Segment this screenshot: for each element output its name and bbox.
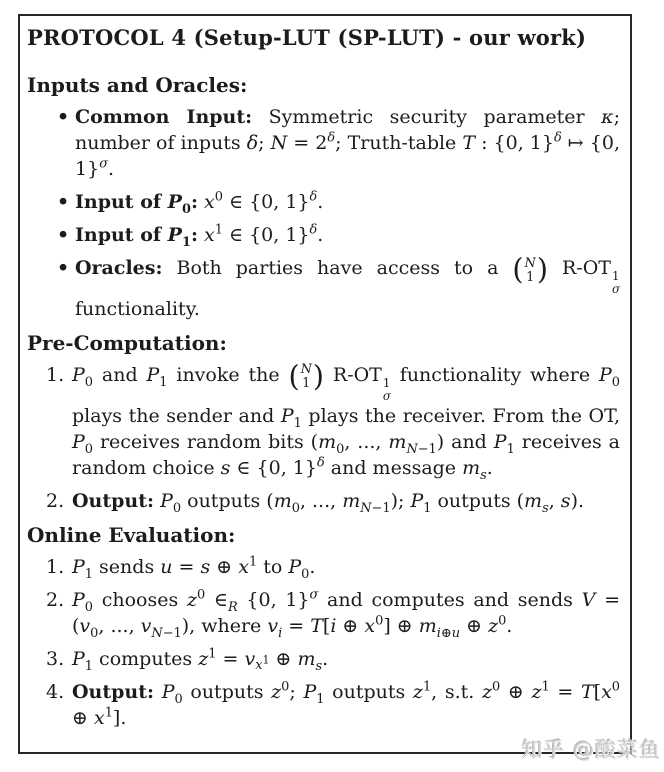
list-item: Output: $P_0$ outputs $z^0$; $P_1$ outputs $z^1$, s.t. $z^0$ ⊕ $z^1 = T[x^0$ ⊕ $x^1$].	[72, 679, 621, 729]
section-heading-online-evaluation: Online Evaluation:	[27, 522, 236, 547]
protocol-title: PROTOCOL 4 (Setup-LUT (SP-LUT) - our work)	[27, 25, 587, 50]
section-heading-inputs-and-oracles: Inputs and Oracles:	[27, 73, 248, 97]
protocol-box	[18, 14, 632, 754]
r-ot-sup-sub: 1 σ	[382, 375, 391, 403]
list-item: $P_1$ computes $z^1 = v_{x^1}$ ⊕ $m_s$.	[72, 646, 329, 674]
list-item: $P_0$ chooses $z^0$ $\in_R$ {0, 1}$^\sigma$ and computes and sends $V = (v_0$, ..., $v_{N-1}$), where $v_i = T[i$ ⊕ $x^0$] ⊕ $m_{i\oplus u}$ ⊕ $z^0$.	[72, 587, 620, 641]
list-item: • Input of $P_0$: $x^0$ ∈ {0, 1}$^\delta$.	[27, 189, 620, 215]
inputs-and-oracles-list	[27, 104, 620, 322]
watermark: 知乎 @酸菜鱼	[521, 738, 661, 762]
section-online-evaluation	[27, 522, 620, 731]
list-item: $P_1$ sends u = s ⊕ $x^1$ to $P_0$.	[72, 554, 316, 582]
section-inputs-and-oracles	[27, 72, 620, 322]
online-evaluation-list	[27, 554, 620, 731]
binomial-N-choose-1: ( N 1 )	[512, 253, 548, 287]
binomial-N-choose-1: ( N 1 )	[288, 360, 325, 394]
r-ot-sup-sub: 1 σ	[611, 268, 620, 296]
section-pre-computation	[27, 330, 620, 514]
section-heading-pre-computation: Pre-Computation:	[27, 330, 227, 355]
pre-computation-list	[27, 362, 620, 514]
list-item: • Oracles: Both parties have access to a ( N 1 ) R-OT 1 σ functionality.	[27, 255, 620, 322]
list-item: • Common Input: Symmetric security parameter κ; number of inputs δ; $N = 2^\delta$; Truth-table T : {0, 1}$^\delta$ ↦ {0, 1}$^\sigma$.	[27, 104, 620, 182]
list-item: Output: $P_0$ outputs ($m_0$, ..., $m_{N-1}$); $P_1$ outputs ($m_s$, s).	[72, 489, 585, 516]
list-item: • Input of $P_1$: $x^1$ ∈ {0, 1}$^\delta$.	[27, 222, 620, 248]
list-item: $P_0$ and $P_1$ invoke the ( N 1 ) R-OT 1 σ functionality where $P_0$ plays the sender and $P_1$ plays the receiver. From the OT, $P_0$ receives random bits ($m_0$, ..., $m_{N-1}$) and $P_1$ receives a random choice s ∈ {0, 1}$^\delta$ and message $m_s$.	[72, 360, 621, 483]
